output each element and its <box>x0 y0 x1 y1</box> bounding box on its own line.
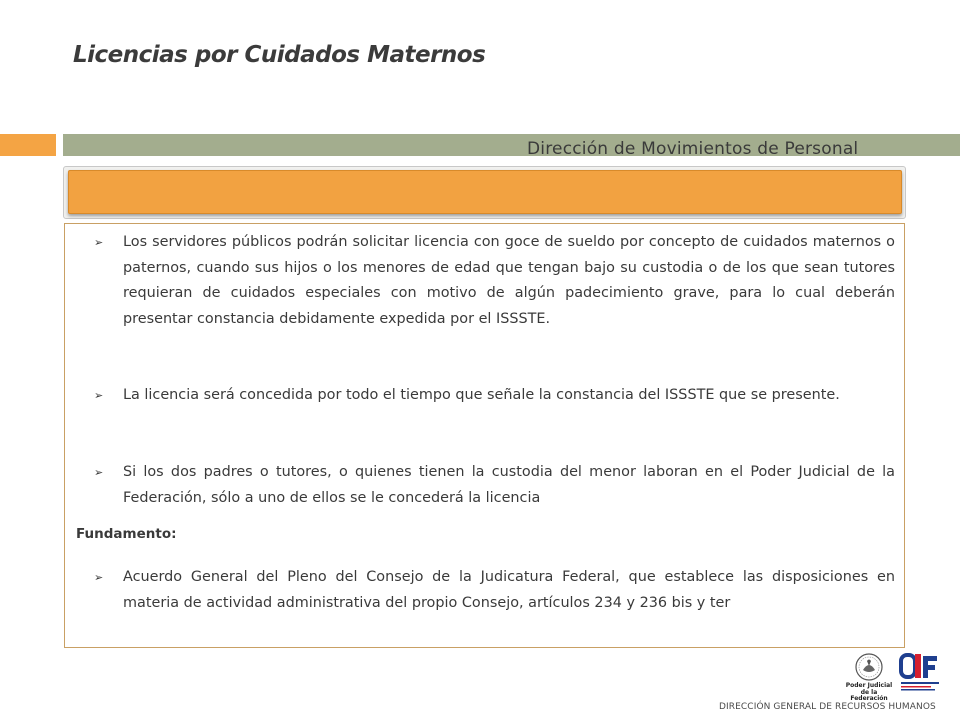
list-item <box>94 230 895 332</box>
list-item <box>94 383 895 409</box>
accent-bar-orange <box>0 134 56 156</box>
footer-text: DIRECCIÓN GENERAL DE RECURSOS HUMANOS <box>719 702 936 712</box>
arrowhead-bullet-icon: ➢ <box>94 236 104 249</box>
arrowhead-bullet-icon: ➢ <box>94 571 104 584</box>
arrowhead-bullet-icon: ➢ <box>94 389 104 402</box>
list-item-text: Los servidores públicos podrán solicitar licencia con goce de sueldo por concepto de cuidados maternos o paternos, cuando sus hijos o los menores de edad que tengan bajo su custodia o de los que sean tutores requieran de cuidados especiales con motivo de algún padecimiento grave, para lo cual deberán presentar constancia debidamente expedida por el ISSSTE. <box>123 234 895 327</box>
list-item-text: Si los dos padres o tutores, o quienes tienen la custodia del menor laboran en el Poder Judicial de la Federación, sólo a uno de ellos se le concederá la licencia <box>123 464 895 506</box>
list-item-text: Acuerdo General del Pleno del Consejo de la Judicatura Federal, que establece las disposiciones en materia de actividad administrativa del propio Consejo, artículos 234 y 236 bis y ter <box>123 569 895 611</box>
list-item-text: La licencia será concedida por todo el tiempo que señale la constancia del ISSSTE que se presente. <box>123 387 840 403</box>
page-title: Licencias por Cuidados Maternos <box>73 42 486 68</box>
arrowhead-bullet-icon: ➢ <box>94 466 104 479</box>
list-item <box>94 565 895 616</box>
seal-caption: Poder Judicial de la Federación <box>845 682 893 702</box>
fundamento-heading: Fundamento: <box>76 526 177 542</box>
list-item <box>94 460 895 511</box>
cjf-logo-icon <box>899 652 941 694</box>
page-subtitle: Dirección de Movimientos de Personal <box>527 139 859 159</box>
header-band <box>68 170 902 214</box>
